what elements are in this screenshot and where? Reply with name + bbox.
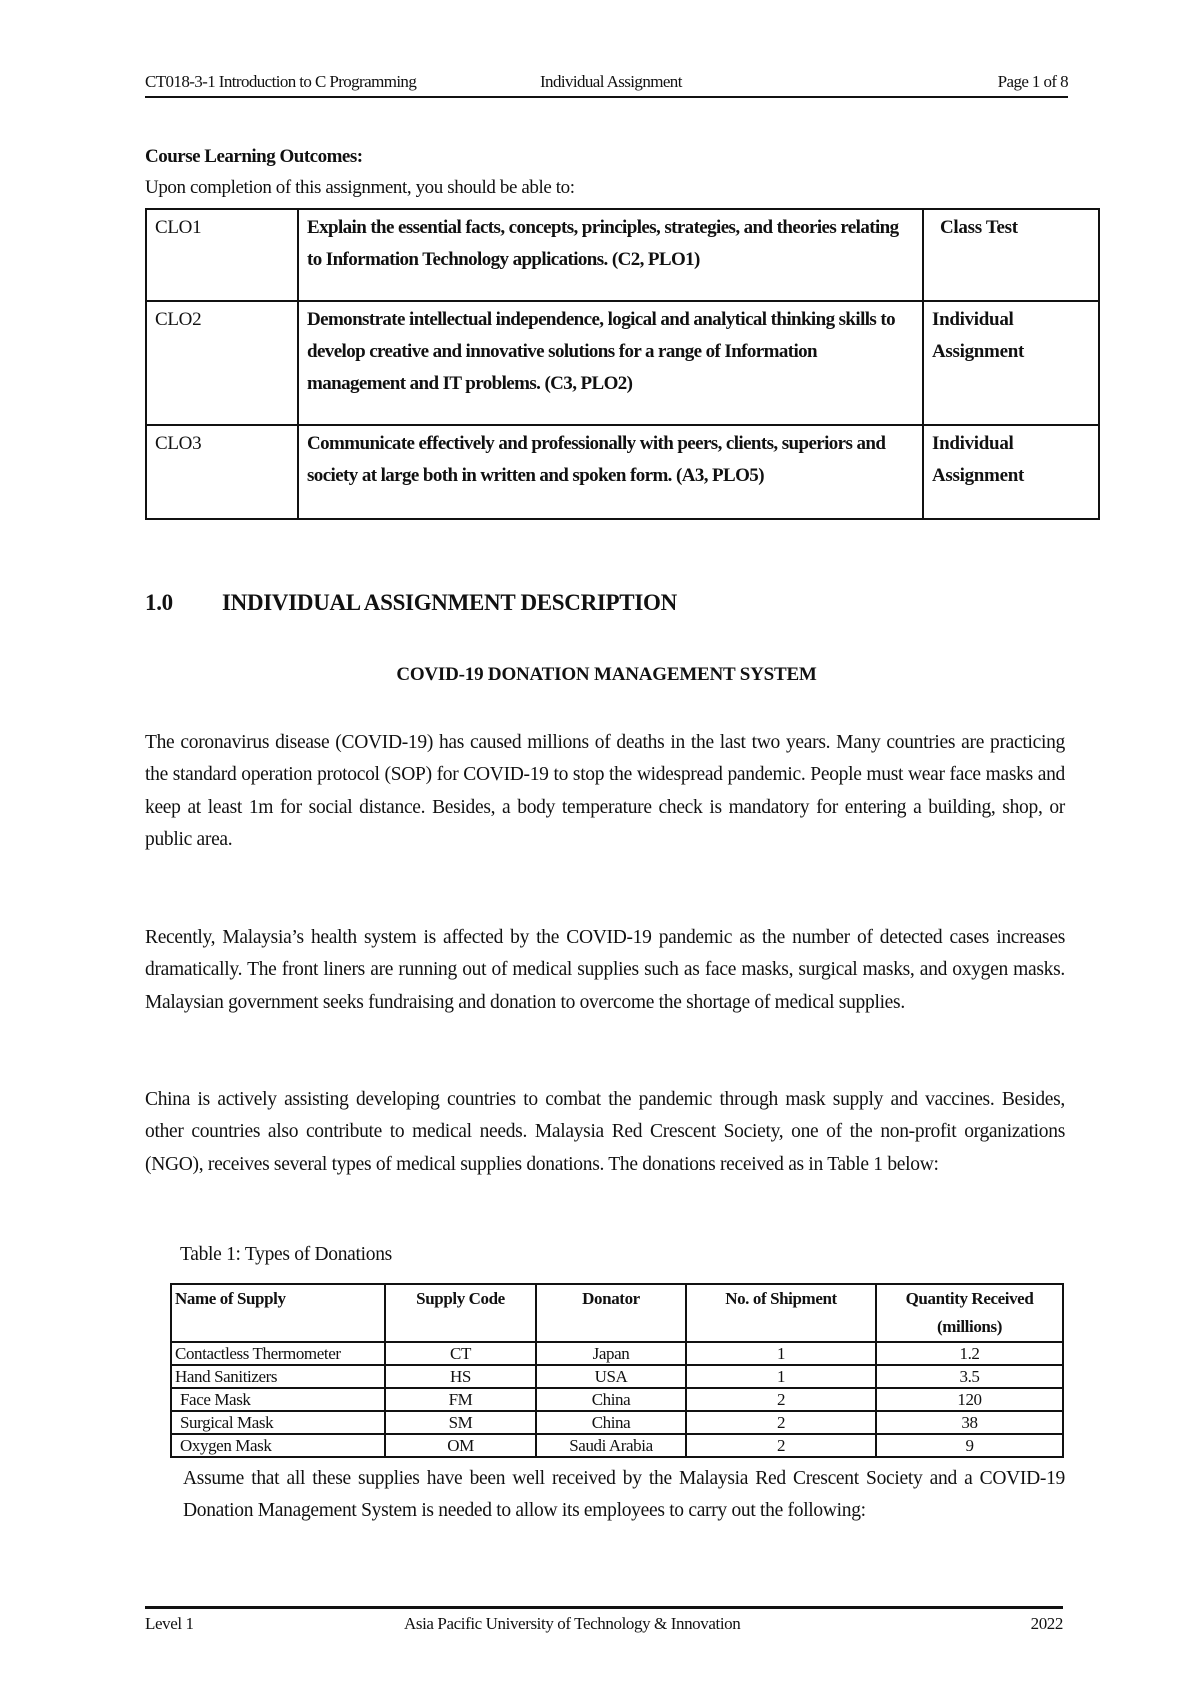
clo-table bbox=[145, 208, 1100, 520]
clo-assessment: Class Test bbox=[923, 209, 1099, 301]
cell-supply-name: Surgical Mask bbox=[171, 1411, 385, 1434]
paragraph-requirements-intro: Assume that all these supplies have been well received by the Malaysia Red Crescent Society and a COVID-19 Donation Management System is needed to allow its employees to carry out the following: bbox=[183, 1468, 1065, 1522]
clo-id: CLO2 bbox=[146, 301, 298, 425]
footer-year: 2022 bbox=[1030, 1614, 1063, 1633]
table-header-row bbox=[171, 1284, 1063, 1342]
cell-quantity: 38 bbox=[876, 1411, 1063, 1434]
page-number: Page 1 of 8 bbox=[997, 72, 1068, 91]
footer-institution: Asia Pacific University of Technology & Innovation bbox=[404, 1614, 741, 1633]
clo-heading: Course Learning Outcomes: bbox=[145, 146, 363, 167]
section-number: 1.0 bbox=[145, 590, 173, 615]
column-header: Quantity Received (millions) bbox=[876, 1284, 1063, 1342]
cell-quantity: 3.5 bbox=[876, 1365, 1063, 1388]
column-header: Name of Supply bbox=[171, 1284, 385, 1342]
paragraph-donations: China is actively assisting developing countries to combat the pandemic through mask supply and vaccines. Besides, other countries also contribute to medical needs. Malaysia Red Crescent Society, one of the non-profit organizations (NGO), receives several types of medical supplies donations. The donations received as in Table 1 below: bbox=[145, 1089, 1065, 1175]
clo-description: Communicate effectively and professionally with peers, clients, superiors and society at large both in written and spoken form. (A3, PLO5) bbox=[298, 425, 923, 519]
document-type: Individual Assignment bbox=[540, 72, 682, 91]
clo-description: Demonstrate intellectual independence, logical and analytical thinking skills to develop creative and innovative solutions for a range of Information management and IT problems. (C3, PLO2) bbox=[298, 301, 923, 425]
cell-shipments: 1 bbox=[686, 1365, 876, 1388]
clo-assessment: Individual Assignment bbox=[923, 425, 1099, 519]
column-header: No. of Shipment bbox=[686, 1284, 876, 1342]
cell-supply-name: Oxygen Mask bbox=[171, 1434, 385, 1457]
course-code-title: CT018-3-1 Introduction to C Programming bbox=[145, 72, 417, 91]
footer-divider bbox=[145, 1606, 1063, 1609]
clo-id: CLO3 bbox=[146, 425, 298, 519]
cell-quantity: 1.2 bbox=[876, 1342, 1063, 1365]
cell-supply-name: Hand Sanitizers bbox=[171, 1365, 385, 1388]
column-header: Supply Code bbox=[385, 1284, 536, 1342]
clo-row bbox=[146, 209, 1099, 301]
cell-donator: Japan bbox=[536, 1342, 686, 1365]
cell-donator: China bbox=[536, 1388, 686, 1411]
cell-supply-code: SM bbox=[385, 1411, 536, 1434]
page-header bbox=[145, 70, 1068, 98]
column-header: Donator bbox=[536, 1284, 686, 1342]
cell-quantity: 120 bbox=[876, 1388, 1063, 1411]
cell-supply-code: FM bbox=[385, 1388, 536, 1411]
clo-description: Explain the essential facts, concepts, principles, strategies, and theories relating to Information Technology applications. (C2, PLO1) bbox=[298, 209, 923, 301]
clo-id: CLO1 bbox=[146, 209, 298, 301]
table-row bbox=[171, 1342, 1063, 1365]
footer-level: Level 1 bbox=[145, 1614, 194, 1633]
system-title: COVID-19 DONATION MANAGEMENT SYSTEM bbox=[396, 664, 817, 685]
paragraph-covid-intro: The coronavirus disease (COVID-19) has caused millions of deaths in the last two years. Many countries are practicing the standard operation protocol (SOP) for COVID-19 to stop the widespread pandemic. People must wear face masks and keep at least 1m for social distance. Besides, a body temperature check is mandatory for entering a building, shop, or public area. bbox=[145, 732, 1065, 850]
clo-intro: Upon completion of this assignment, you should be able to: bbox=[145, 177, 575, 198]
clo-row bbox=[146, 301, 1099, 425]
cell-donator: China bbox=[536, 1411, 686, 1434]
cell-donator: Saudi Arabia bbox=[536, 1434, 686, 1457]
paragraph-malaysia-health: Recently, Malaysia’s health system is affected by the COVID-19 pandemic as the number of detected cases increases dramatically. The front liners are running out of medical supplies such as face masks, surgical masks, and oxygen masks. Malaysian government seeks fundraising and donation to overcome the shortage of medical supplies. bbox=[145, 927, 1065, 1013]
page-footer bbox=[145, 1614, 1063, 1638]
cell-supply-name: Contactless Thermometer bbox=[171, 1342, 385, 1365]
table-row bbox=[171, 1411, 1063, 1434]
cell-shipments: 2 bbox=[686, 1388, 876, 1411]
cell-supply-code: CT bbox=[385, 1342, 536, 1365]
table-row bbox=[171, 1388, 1063, 1411]
cell-quantity: 9 bbox=[876, 1434, 1063, 1457]
section-title: INDIVIDUAL ASSIGNMENT DESCRIPTION bbox=[222, 590, 677, 615]
section-heading bbox=[145, 590, 677, 616]
cell-supply-code: OM bbox=[385, 1434, 536, 1457]
cell-supply-name: Face Mask bbox=[171, 1388, 385, 1411]
table-row bbox=[171, 1434, 1063, 1457]
clo-row bbox=[146, 425, 1099, 519]
table-row bbox=[171, 1365, 1063, 1388]
cell-shipments: 2 bbox=[686, 1411, 876, 1434]
cell-donator: USA bbox=[536, 1365, 686, 1388]
table-caption: Table 1: Types of Donations bbox=[180, 1244, 392, 1265]
cell-shipments: 1 bbox=[686, 1342, 876, 1365]
cell-supply-code: HS bbox=[385, 1365, 536, 1388]
donations-table bbox=[170, 1283, 1064, 1458]
clo-assessment: Individual Assignment bbox=[923, 301, 1099, 425]
cell-shipments: 2 bbox=[686, 1434, 876, 1457]
